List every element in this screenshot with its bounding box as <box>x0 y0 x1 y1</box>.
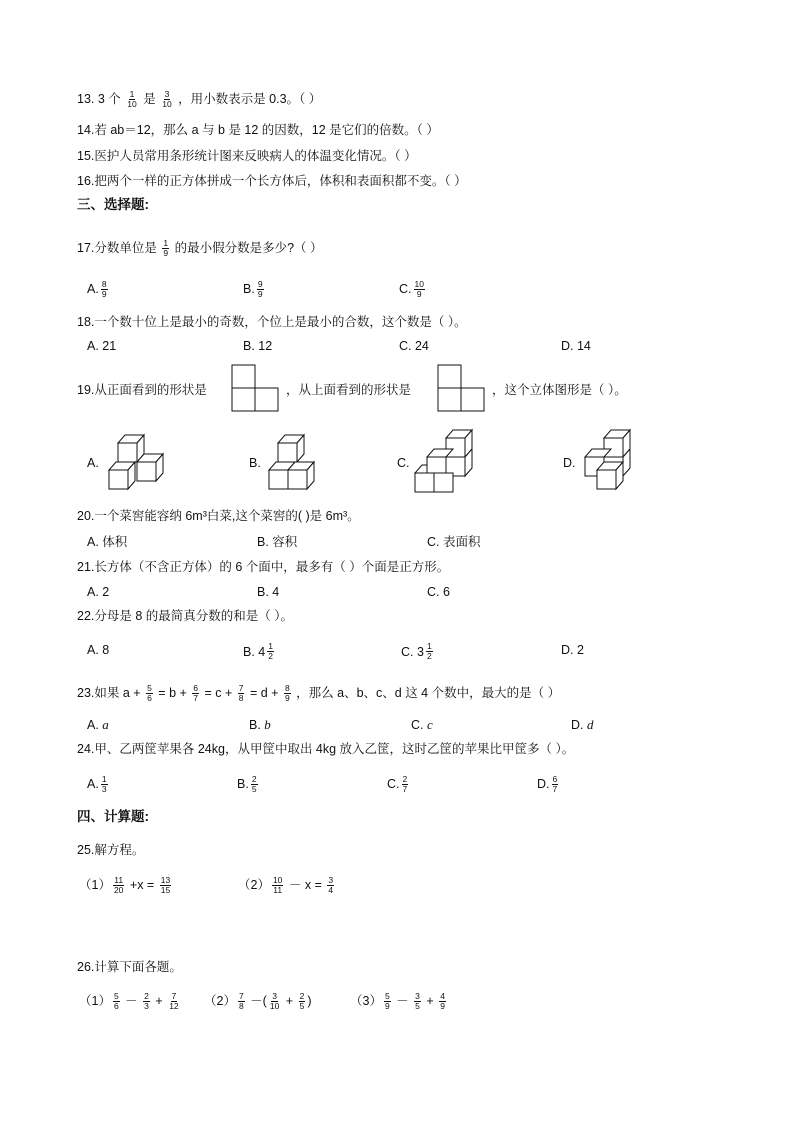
fraction: $\frac{1}{10}$ <box>127 89 137 109</box>
option-d[interactable]: D. <box>563 456 576 470</box>
option-d[interactable]: D. d <box>571 717 594 732</box>
question-14: 14.若 ab＝12，那么 a 与 b 是 12 的因数，12 是它们的倍数。（ ） <box>77 123 439 137</box>
question-22: 22.分母是 8 的最简真分数的和是（ ）。 <box>77 609 293 623</box>
question-13: 13. 3 个 $\frac{1}{10}$ 是 $\frac{3}{10}$ ，用小数表示是 0.3。（ ） <box>77 89 322 109</box>
option-b[interactable]: B. b <box>249 717 271 732</box>
question-19-part3: ，这个立体图形是（ ）。 <box>492 383 627 397</box>
fraction: $\frac{5}{6}$ <box>147 683 152 703</box>
fraction: $\frac{13}{15}$ <box>160 875 171 895</box>
cube-figure-a[interactable] <box>104 432 172 494</box>
fraction: $\frac{2}{7}$ <box>402 774 408 794</box>
question-21: 21.长方体（不含正方体）的 6 个面中，最多有（ ）个面是正方形。 <box>77 560 450 574</box>
calculation-2: （2） $\frac{7}{8}$ －( $\frac{3}{10}$ + $\frac{2}{5}$ ) <box>204 991 312 1011</box>
fraction: $\frac{9}{9}$ <box>257 279 263 299</box>
option-b[interactable]: B. 12 <box>243 339 273 353</box>
fraction: $\frac{3}{10}$ <box>269 991 280 1011</box>
option-a[interactable]: A. $\frac{1}{3}$ <box>87 774 107 794</box>
fraction: $\frac{1}{3}$ <box>101 774 107 794</box>
fraction: $\frac{3}{4}$ <box>328 875 334 895</box>
option-b[interactable]: B. 4 $\frac{1}{2}$ <box>243 641 273 661</box>
option-c[interactable]: C. 3 $\frac{1}{2}$ <box>401 641 432 661</box>
top-view-figure <box>437 364 485 412</box>
option-a[interactable]: A. 21 <box>87 339 117 353</box>
question-15: 15.医护人员常用条形统计图来反映病人的体温变化情况。（ ） <box>77 149 417 163</box>
fraction: $\frac{8}{9}$ <box>101 279 107 299</box>
option-a[interactable]: A. <box>87 456 99 470</box>
fraction: $\frac{2}{5}$ <box>299 991 305 1011</box>
question-18: 18.一个数十位上是最小的奇数，个位上是最小的合数，这个数是（ ）。 <box>77 315 467 329</box>
fraction: $\frac{4}{9}$ <box>440 991 445 1011</box>
fraction: $\frac{5}{9}$ <box>384 991 390 1011</box>
fraction: $\frac{2}{3}$ <box>144 991 149 1011</box>
equation-1: （1） $\frac{11}{20}$ +x = $\frac{13}{15}$ <box>79 875 171 895</box>
fraction: $\frac{7}{8}$ <box>238 683 244 703</box>
question-24: 24.甲、乙两筐苹果各 24kg，从甲筐中取出 4kg 放入乙筐，这时乙筐的苹果比甲筐多（ ）。 <box>77 742 575 756</box>
question-17: 17.分数单位是 $\frac{1}{9}$ 的最小假分数是多少?（ ） <box>77 238 323 258</box>
option-b[interactable]: B. $\frac{9}{9}$ <box>243 279 263 299</box>
option-c[interactable]: C. 表面积 <box>427 535 481 549</box>
question-26: 26.计算下面各题。 <box>77 960 182 974</box>
option-b[interactable]: B. 容积 <box>257 535 298 549</box>
option-a[interactable]: A. 体积 <box>87 535 128 549</box>
fraction: $\frac{7}{12}$ <box>169 991 179 1011</box>
front-view-figure <box>231 364 279 412</box>
option-c[interactable]: C. 6 <box>427 585 450 599</box>
fraction: $\frac{3}{5}$ <box>415 991 420 1011</box>
option-a[interactable]: A. $\frac{8}{9}$ <box>87 279 107 299</box>
fraction: $\frac{3}{10}$ <box>162 89 172 109</box>
option-a[interactable]: A. 2 <box>87 585 110 599</box>
cube-figure-b[interactable] <box>264 432 332 494</box>
question-23: 23.如果 a + $\frac{5}{6}$ = b + $\frac{6}{7}$ = c + $\frac{7}{8}$ = d + $\frac{8}{9}$ ，那么 a、b、c、d 这 4 个数中，最大的是（ ） <box>77 683 561 703</box>
section-4-heading: 四、计算题: <box>77 809 149 824</box>
cube-figure-c[interactable] <box>412 427 484 497</box>
fraction: $\frac{7}{8}$ <box>238 991 244 1011</box>
question-19-part1: 19.从正面看到的形状是 <box>77 383 207 397</box>
section-3-heading: 三、选择题: <box>77 197 149 212</box>
option-b[interactable]: B. <box>249 456 261 470</box>
fraction: $\frac{10}{11}$ <box>272 875 283 895</box>
option-c[interactable]: C. $\frac{2}{7}$ <box>387 774 408 794</box>
fraction: $\frac{8}{9}$ <box>284 683 290 703</box>
question-25: 25.解方程。 <box>77 843 145 857</box>
fraction: $\frac{6}{7}$ <box>193 683 198 703</box>
option-d[interactable]: D. 14 <box>561 339 591 353</box>
option-c[interactable]: C. $\frac{10}{9}$ <box>399 279 424 299</box>
option-a[interactable]: A. 8 <box>87 643 110 657</box>
option-c[interactable]: C. 24 <box>399 339 429 353</box>
option-d[interactable]: D. $\frac{6}{7}$ <box>537 774 558 794</box>
fraction: $\frac{5}{6}$ <box>113 991 119 1011</box>
option-c[interactable]: C. <box>397 456 410 470</box>
question-16: 16.把两个一样的正方体拼成一个长方体后，体积和表面积都不变。（ ） <box>77 174 467 188</box>
question-19-part2: ，从上面看到的形状是 <box>286 383 412 397</box>
calculation-1: （1） $\frac{5}{6}$ － $\frac{2}{3}$ + $\frac{7}{12}$ <box>79 991 179 1011</box>
fraction: $\frac{1}{9}$ <box>163 238 169 258</box>
option-a[interactable]: A. a <box>87 717 109 732</box>
calculation-3: （3） $\frac{5}{9}$ － $\frac{3}{5}$ + $\frac{4}{9}$ <box>350 991 445 1011</box>
fraction: $\frac{6}{7}$ <box>552 774 558 794</box>
fraction: $\frac{1}{2}$ <box>426 641 432 661</box>
option-b[interactable]: B. $\frac{2}{5}$ <box>237 774 257 794</box>
question-20: 20.一个菜窖能容纳 6m³白菜,这个菜窖的( )是 6m³。 <box>77 509 360 523</box>
option-c[interactable]: C. c <box>411 717 433 732</box>
equation-2: （2） $\frac{10}{11}$ － x = $\frac{3}{4}$ <box>238 875 334 895</box>
fraction: $\frac{11}{20}$ <box>113 875 124 895</box>
option-b[interactable]: B. 4 <box>257 585 280 599</box>
fraction: $\frac{2}{5}$ <box>251 774 257 794</box>
option-d[interactable]: D. 2 <box>561 643 584 657</box>
cube-figure-d[interactable] <box>578 427 644 495</box>
fraction: $\frac{1}{2}$ <box>268 641 273 661</box>
fraction: $\frac{10}{9}$ <box>414 279 424 299</box>
